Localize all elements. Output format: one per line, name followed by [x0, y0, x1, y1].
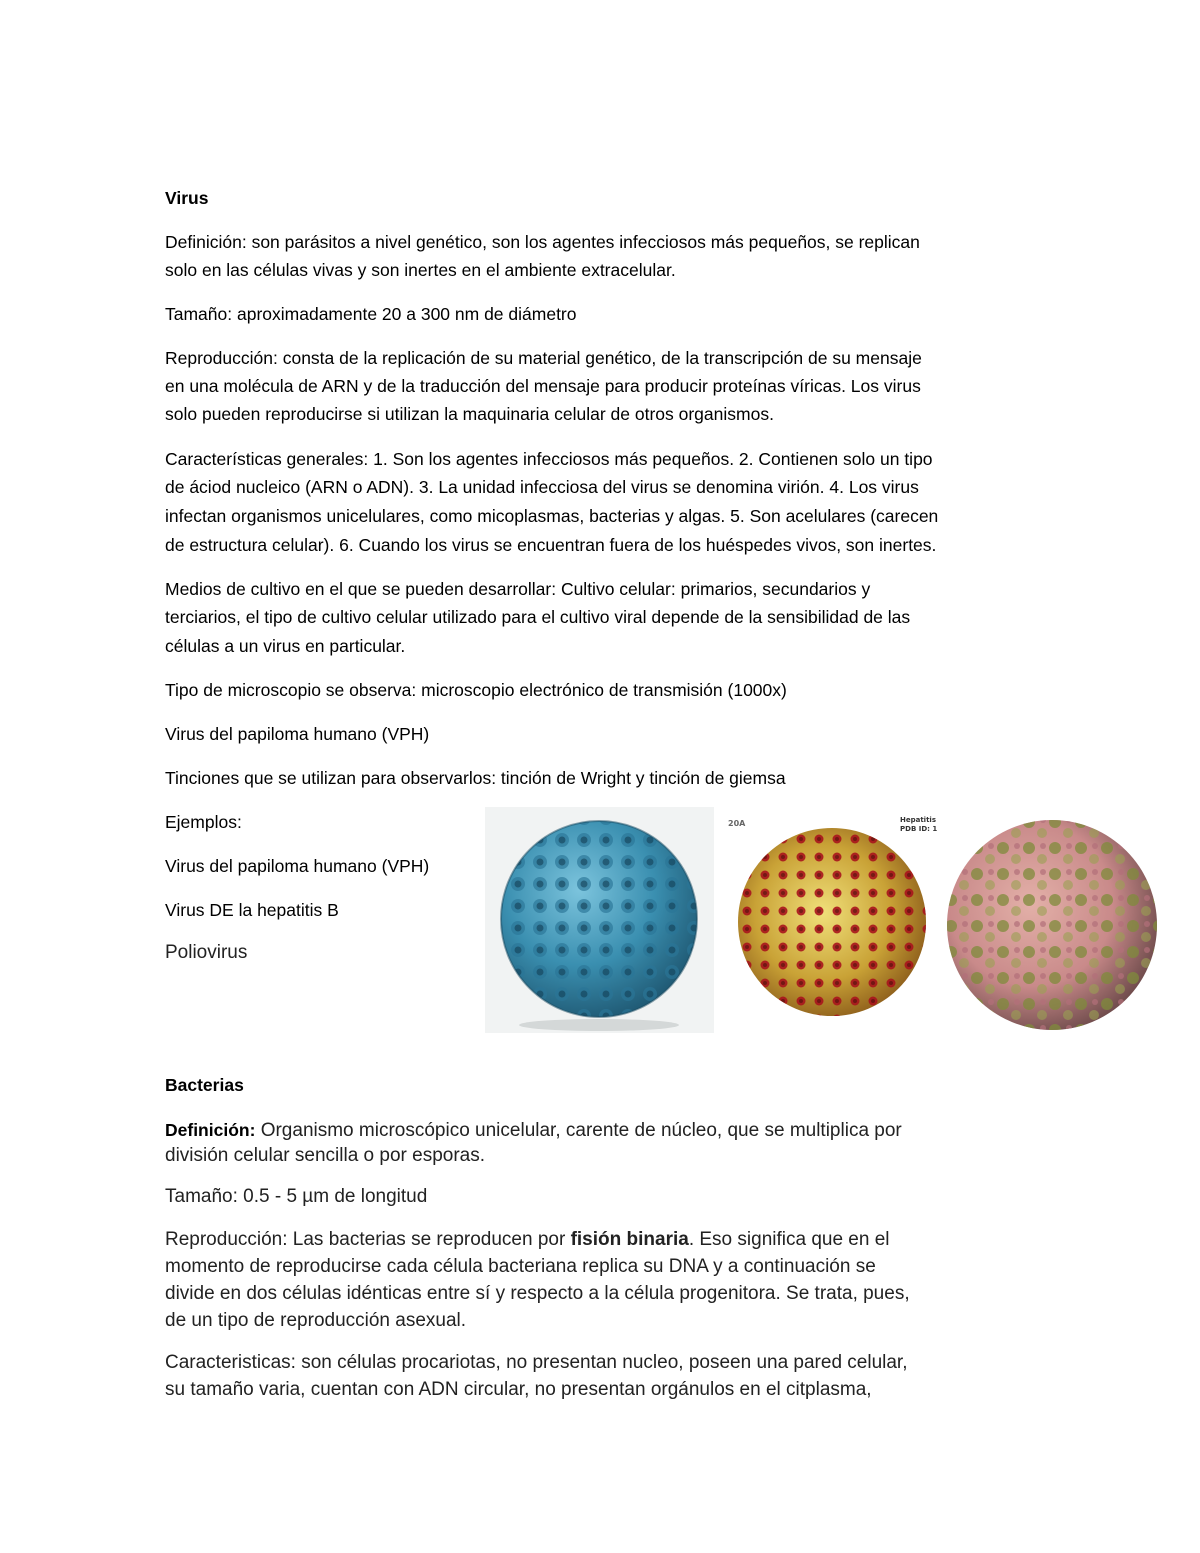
fision-binaria-term: fisión binaria [570, 1229, 689, 1250]
virus-tinciones: Tinciones que se utilizan para observarlos: tinción de Wright y tinción de giemsa [165, 768, 786, 788]
virus-caracteristicas-line-4: de estructura celular). 6. Cuando los virus se encuentran fuera de los huéspedes vivos, son inertes. [165, 535, 937, 555]
virus-caracteristicas-line-1: Características generales: 1. Son los agentes infecciosos más pequeños. 2. Contienen solo un tipo [165, 449, 933, 469]
virus-ejemplos-label: Ejemplos: [165, 812, 242, 832]
virus-definicion-line-2: solo en las células vivas y son inertes en el ambiente extracelular. [165, 260, 676, 280]
virus-definicion-line-1: Definición: son parásitos a nivel genético, son los agentes infecciosos más pequeños, se replican [165, 232, 920, 252]
virus-vph-line: Virus del papiloma humano (VPH) [165, 724, 430, 744]
virus-ejemplo-polio: Poliovirus [165, 942, 248, 963]
bacterias-reproduccion-line-3: divide en dos células idénticas entre sí y respecto a la célula progenitora. Se trata, pues, [165, 1283, 910, 1304]
virus-reproduccion-line-3: solo pueden reproducirse si utilizan la maquinaria celular de otros organismos. [165, 404, 774, 424]
virus-tamano: Tamaño: aproximadamente 20 a 300 nm de diámetro [165, 304, 577, 324]
virus-medios-line-1: Medios de cultivo en el que se pueden desarrollar: Cultivo celular: primarios, secundarios y [165, 579, 871, 599]
virus-reproduccion-line-1: Reproducción: consta de la replicación de su material genético, de la transcripción de su mensaje [165, 348, 922, 368]
hepatitis-image-label-right-1: Hepatitis [900, 816, 936, 824]
bacterias-tamano: Tamaño: 0.5 - 5 µm de longitud [165, 1186, 428, 1207]
bacterias-definicion-line-1: Definición: Organismo microscópico unicelular, carente de núcleo, que se multiplica por [165, 1120, 902, 1141]
bacterias-reproduccion-line-2: momento de reproducirse cada célula bacteriana replica su DNA y a continuación se [165, 1256, 876, 1277]
virus-microscopio: Tipo de microscopio se observa: microscopio electrónico de transmisión (1000x) [165, 680, 787, 700]
virus-heading: Virus [165, 188, 209, 208]
bacterias-definicion-line-2: división celular sencilla o por esporas. [165, 1145, 485, 1166]
virus-reproduccion-line-2: en una molécula de ARN y de la traducción del mensaje para producir proteínas víricas. Los virus [165, 376, 921, 396]
virus-ejemplo-vph: Virus del papiloma humano (VPH) [165, 856, 430, 876]
bacterias-definicion-label: Definición: [165, 1120, 256, 1140]
bacterias-caracteristicas-line-1: Caracteristicas: son células procariotas, no presentan nucleo, poseen una pared celular, [165, 1352, 908, 1373]
virus-medios-line-3: células a un virus en particular. [165, 636, 406, 656]
bacterias-caracteristicas-line-2: su tamaño varia, cuentan con ADN circular, no presentan orgánulos en el citplasma, [165, 1379, 872, 1400]
bacterias-heading: Bacterias [165, 1075, 244, 1095]
bacterias-reproduccion-line-4: de un tipo de reproducción asexual. [165, 1310, 467, 1331]
virus-ejemplo-hepatitis: Virus DE la hepatitis B [165, 900, 339, 920]
poliovirus-image [945, 815, 1160, 1035]
virus-caracteristicas-line-3: infectan organismos unicelulares, como micoplasmas, bacterias y algas. 5. Son acelulares (carecen [165, 506, 939, 526]
hepatitis-b-virus-image [720, 812, 945, 1026]
virus-caracteristicas-line-2: de áciod nucleico (ARN o ADN). 3. La unidad infecciosa del virus se denomina virión. 4. Los virus [165, 477, 919, 497]
hepatitis-image-label-right-2: PDB ID: 1 [900, 825, 938, 833]
hepatitis-image-label-left: 20A [728, 819, 746, 828]
bacterias-reproduccion-line-1: Reproducción: Las bacterias se reproducen por fisión binaria. Eso significa que en el [165, 1229, 890, 1250]
virus-medios-line-2: terciarios, el tipo de cultivo celular utilizado para el cultivo viral depende de la sensibilidad de las [165, 607, 911, 627]
hpv-virus-image [485, 807, 714, 1033]
